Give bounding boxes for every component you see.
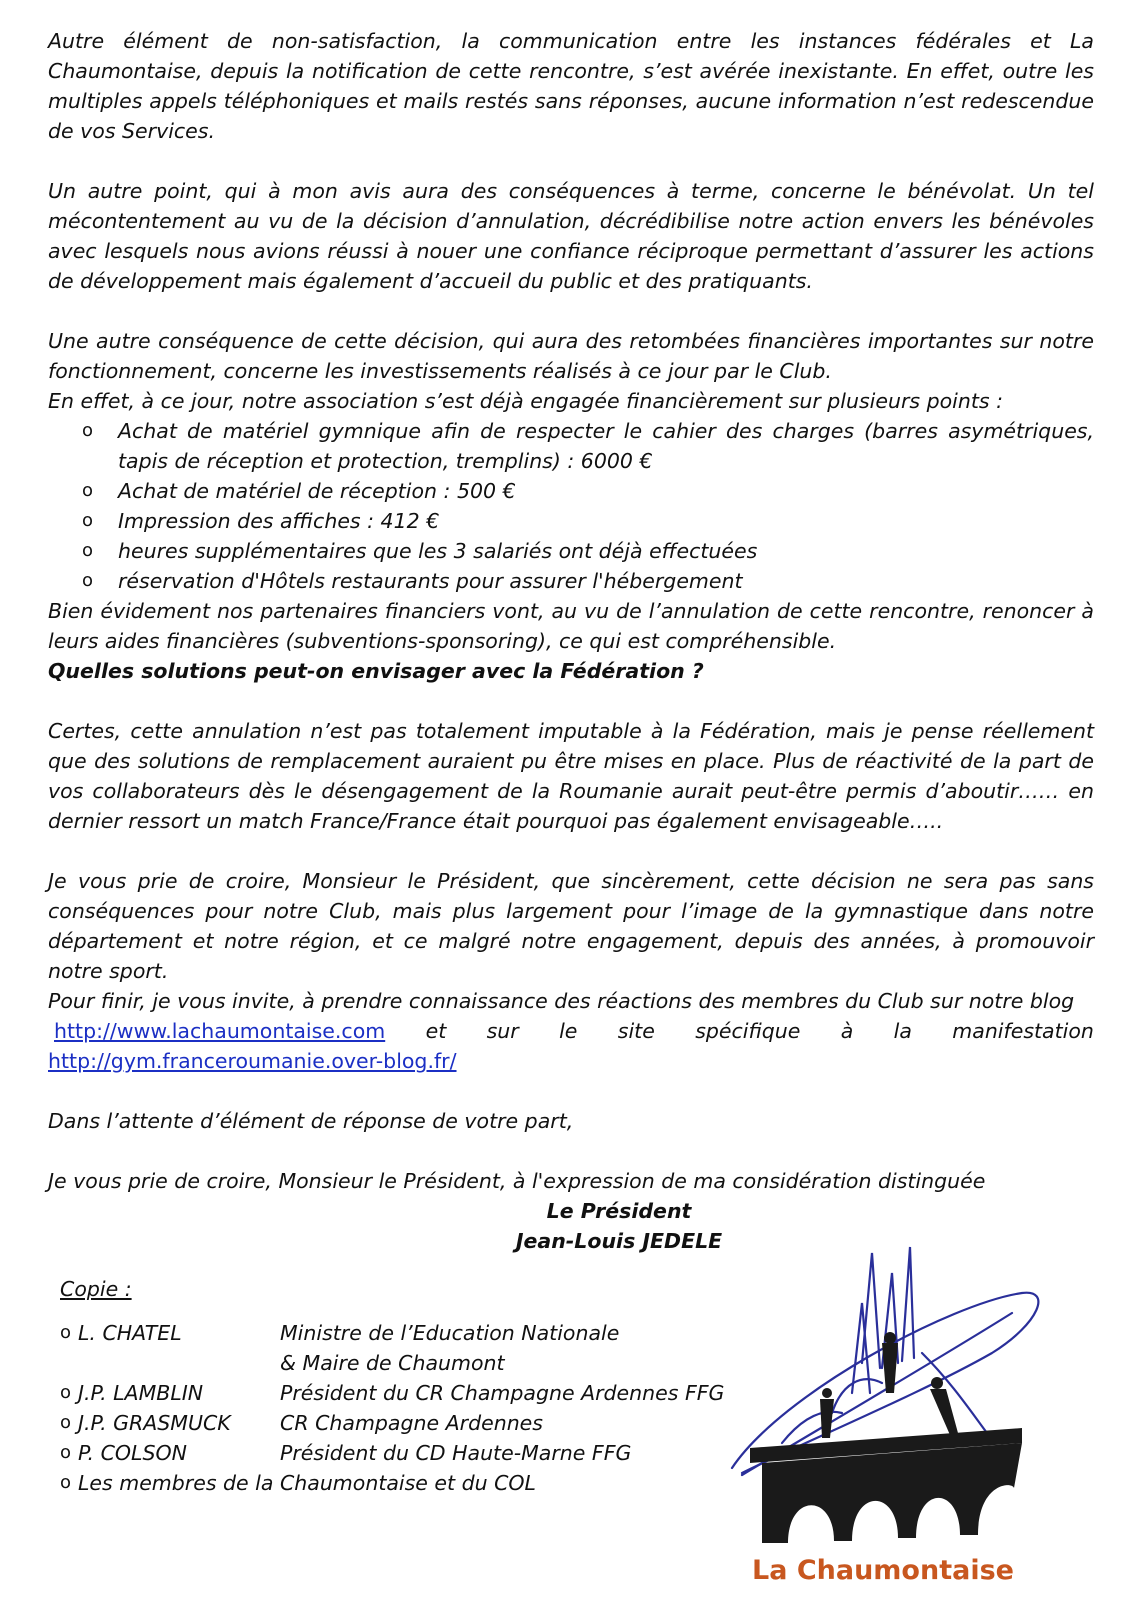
list-item: o Achat de matériel gymnique afin de respecter le cahier des charges (barres asymétriques, tapis de réception et protection, tremplins) : 6000 € [48,416,1094,476]
copies-section [60,1274,760,1498]
list-item: o Impression des affiches : 412 € [48,506,1094,536]
copy-recipient: o J.P. LAMBLIN Président du CR Champagne Ardennes FFG [60,1378,760,1408]
bullet-icon: o [82,510,94,531]
bullet-icon: o [82,480,94,501]
signer-title: Le Président [546,1199,692,1223]
logo-wordmark: La Chaumontaise [752,1555,1014,1586]
bullet-icon: o [82,570,94,591]
copy-recipient: o J.P. GRASMUCK CR Champagne Ardennes [60,1408,760,1438]
bullet-icon: o [60,1322,72,1343]
letter-body [48,26,1094,1256]
signer-name: Jean-Louis JEDELE [515,1229,723,1253]
paragraph-invitation: Pour finir, je vous invite, à prendre connaissance des réactions des membres du Club sur notre blog [48,989,1075,1013]
bullet-icon: o [82,420,94,441]
copies-list [60,1318,760,1498]
bullet-icon: o [60,1412,72,1433]
copy-recipient: o Les membres de la Chaumontaise et du COL [60,1468,760,1498]
paragraph-awaiting: Dans l’attente d’élément de réponse de votre part, [48,1109,574,1133]
list-item: o heures supplémentaires que les 3 salariés ont déjà effectuées [48,536,1094,566]
paragraph-benevolat: Un autre point, qui à mon avis aura des conséquences à terme, concerne le bénévolat. Un tel mécontentement au vu de la décision d’annulation, décrédibilise notre action envers les bénévoles avec lesquels nous avions réussi à nouer une confiance réciproque permettant d’assurer les actions de développement mais également d’accueil du public et des pratiquants. [48,179,1094,293]
gymnast-figures-icon [820,1332,958,1438]
bullet-icon: o [82,540,94,561]
paragraph-partners: Bien évidement nos partenaires financiers vont, au vu de l’annulation de cette rencontre, renoncer à leurs aides financières (subventions-sponsoring), ce qui est compréhensible. [48,599,1094,653]
copies-title: Copie : [60,1277,132,1301]
paragraph-engagements: En effet, à ce jour, notre association s’est déjà engagée financièrement sur plusieurs points : [48,389,1003,413]
list-item: o réservation d'Hôtels restaurants pour assurer l'hébergement [48,566,1094,596]
list-item: o Achat de matériel de réception : 500 € [48,476,1094,506]
paragraph-consequences: Je vous prie de croire, Monsieur le Président, que sincèrement, cette décision ne sera pas sans conséquences pour notre Club, mais plus largement pour l’image de la gymnastique dans notre département et notre région, et ce malgré notre engagement, depuis des années, à promouvoir notre sport. [48,869,1094,983]
paragraph-investments-intro: Une autre conséquence de cette décision, qui aura des retombées financières importantes sur notre fonctionnement, concerne les investissements réalisés à ce jour par le Club. [48,329,1094,383]
bullet-icon: o [60,1472,72,1493]
copy-recipient: o L. CHATEL Ministre de l’Education Nationale [60,1318,760,1348]
copy-recipient: o P. COLSON Président du CD Haute-Marne FFG [60,1438,760,1468]
bridge-icon [750,1428,1022,1543]
club-logo [722,1243,1052,1588]
bullet-icon: o [60,1382,72,1403]
closing-formula: Je vous prie de croire, Monsieur le Président, à l'expression de ma considération distinguée [48,1169,986,1193]
investments-list [48,416,1094,596]
club-website-link[interactable]: http://www.lachaumontaise.com [54,1019,386,1043]
paragraph-alternatives: Certes, cette annulation n’est pas totalement imputable à la Fédération, mais je pense réellement que des solutions de remplacement auraient pu être mises en place. Plus de réactivité de la part de vos collaborateurs dès le désengagement de la Roumanie aurait peut-être permis d’aboutir…… en dernier ressort un match France/France était pourquoi pas également envisageable….. [48,719,1094,833]
event-blog-link[interactable]: http://gym.franceroumanie.over-blog.fr/ [48,1049,457,1073]
copy-recipient-continued: & Maire de Chaumont [280,1351,505,1375]
paragraph-communication: Autre élément de non-satisfaction, la communication entre les instances fédérales et La Chaumontaise, depuis la notification de cette rencontre, s’est avérée inexistante. En effet, outre les multiples appels téléphoniques et mails restés sans réponses, aucune information n’est redescendue de vos Services. [48,29,1094,143]
bullet-icon: o [60,1442,72,1463]
links-line: http://www.lachaumontaise.com et sur le site spécifique à la manifestation [48,1016,1094,1046]
question-heading: Quelles solutions peut-on envisager avec la Fédération ? [48,659,704,683]
